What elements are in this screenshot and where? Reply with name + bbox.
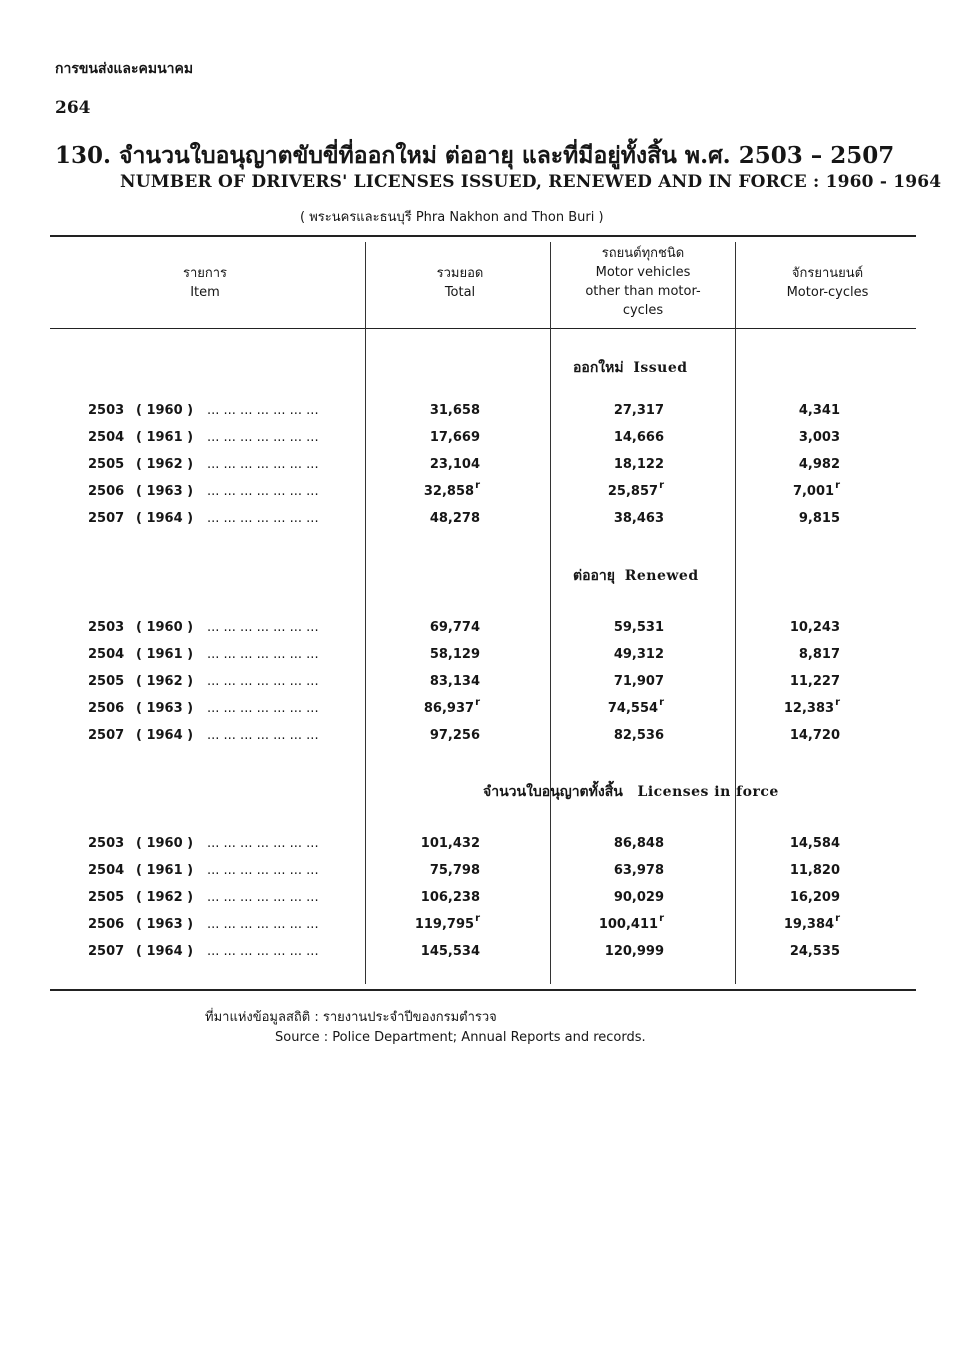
row-leader-dots: ... ... ... ... ... ... ... bbox=[207, 457, 319, 472]
section-label-renewed-english: Renewed bbox=[624, 568, 699, 584]
revised-value: 74,554 r bbox=[608, 701, 664, 716]
section-label-in-force bbox=[483, 781, 779, 803]
source-note-thai: ที่มาแห่งข้อมูลสถิติ : รายงานประจำปีของกรมตำรวจ bbox=[205, 1010, 497, 1025]
table-subtitle: ( พระนครและธนบุรี Phra Nakhon and Thon Buri ) bbox=[300, 210, 604, 225]
row-leader-dots: ... ... ... ... ... ... ... bbox=[207, 511, 319, 526]
source-note-english: Source : Police Department; Annual Reports and records. bbox=[275, 1030, 646, 1045]
row-leader-dots: ... ... ... ... ... ... ... bbox=[207, 863, 319, 878]
revised-value: 25,857 r bbox=[608, 484, 664, 499]
row-motorcycles-value: 10,243 bbox=[789, 620, 840, 635]
row-motorcycles-value: 8,817 bbox=[798, 647, 840, 662]
row-motor-vehicles-value: 18,122 bbox=[613, 457, 664, 472]
row-total-value: 69,774 bbox=[429, 620, 480, 635]
table-row bbox=[0, 403, 966, 423]
section-label-issued-english: Issued bbox=[633, 360, 688, 376]
row-total-value: 48,278 bbox=[429, 511, 480, 526]
row-motor-vehicles-value: 38,463 bbox=[613, 511, 664, 526]
row-motorcycles-value bbox=[784, 701, 840, 716]
row-total-value bbox=[424, 701, 480, 716]
row-motorcycles-value: 11,227 bbox=[789, 674, 840, 689]
table-row bbox=[0, 701, 966, 721]
row-motorcycles-value: 4,341 bbox=[798, 403, 840, 418]
row-leader-dots: ... ... ... ... ... ... ... bbox=[207, 836, 319, 851]
row-year-ce: ( 1964 ) bbox=[136, 944, 194, 959]
column-header-item bbox=[120, 264, 290, 302]
row-year-ce: ( 1960 ) bbox=[136, 620, 194, 635]
row-leader-dots: ... ... ... ... ... ... ... bbox=[207, 728, 319, 743]
row-motor-vehicles-value: 86,848 bbox=[613, 836, 664, 851]
revised-value: 32,858 r bbox=[424, 484, 480, 499]
section-header: การขนส่งและคมนาคม bbox=[55, 61, 194, 77]
section-label-renewed-thai: ต่ออายุ bbox=[573, 568, 615, 584]
row-leader-dots: ... ... ... ... ... ... ... bbox=[207, 917, 319, 932]
column-header-total bbox=[380, 264, 540, 302]
row-motor-vehicles-value: 63,978 bbox=[613, 863, 664, 878]
table-row bbox=[0, 511, 966, 531]
table-title-english: NUMBER OF DRIVERS' LICENSES ISSUED, RENEWED AND IN FORCE : 1960 - 1964 bbox=[120, 172, 942, 192]
table-row bbox=[0, 836, 966, 856]
table-row bbox=[0, 863, 966, 883]
row-year-thai: 2506 bbox=[88, 701, 125, 716]
row-year-ce: ( 1962 ) bbox=[136, 457, 194, 472]
row-leader-dots: ... ... ... ... ... ... ... bbox=[207, 674, 319, 689]
table-row bbox=[0, 728, 966, 748]
row-year-thai: 2504 bbox=[88, 647, 125, 662]
table-row bbox=[0, 890, 966, 910]
table-row bbox=[0, 430, 966, 450]
table-row bbox=[0, 674, 966, 694]
table-top-rule bbox=[50, 235, 916, 237]
revised-value: 12,383 r bbox=[784, 701, 840, 716]
row-year-thai: 2503 bbox=[88, 836, 125, 851]
column-header-item-english: Item bbox=[190, 285, 220, 300]
row-year-ce: ( 1963 ) bbox=[136, 484, 194, 499]
row-year-ce: ( 1960 ) bbox=[136, 403, 194, 418]
row-total-value: 83,134 bbox=[429, 674, 480, 689]
row-year-thai: 2504 bbox=[88, 863, 125, 878]
row-year-ce: ( 1961 ) bbox=[136, 647, 194, 662]
row-year-thai: 2505 bbox=[88, 890, 125, 905]
row-total-value: 97,256 bbox=[429, 728, 480, 743]
row-total-value bbox=[424, 484, 480, 499]
row-year-thai: 2504 bbox=[88, 430, 125, 445]
row-total-value: 75,798 bbox=[429, 863, 480, 878]
table-title-thai: 130. จำนวนใบอนุญาตขับขี่ที่ออกใหม่ ต่ออายุ และที่มีอยู่ทั้งสิ้น พ.ศ. 2503 – 2507 bbox=[55, 142, 895, 169]
section-label-renewed bbox=[573, 565, 699, 587]
row-year-ce: ( 1964 ) bbox=[136, 728, 194, 743]
row-total-value bbox=[415, 917, 480, 932]
table-row bbox=[0, 484, 966, 504]
row-motorcycles-value: 14,584 bbox=[789, 836, 840, 851]
row-motor-vehicles-value: 82,536 bbox=[613, 728, 664, 743]
revised-value: 100,411 r bbox=[599, 917, 664, 932]
table-row bbox=[0, 647, 966, 667]
row-leader-dots: ... ... ... ... ... ... ... bbox=[207, 484, 319, 499]
section-label-in-force-english: Licenses in force bbox=[637, 784, 779, 800]
column-header-motorcycles bbox=[745, 264, 910, 302]
revised-value: 86,937 r bbox=[424, 701, 480, 716]
row-motorcycles-value: 11,820 bbox=[789, 863, 840, 878]
row-motor-vehicles-value: 71,907 bbox=[613, 674, 664, 689]
row-total-value: 145,534 bbox=[420, 944, 480, 959]
row-year-thai: 2503 bbox=[88, 620, 125, 635]
row-year-thai: 2505 bbox=[88, 457, 125, 472]
revised-value: 19,384 r bbox=[784, 917, 840, 932]
row-leader-dots: ... ... ... ... ... ... ... bbox=[207, 647, 319, 662]
row-motor-vehicles-value bbox=[608, 701, 664, 716]
row-leader-dots: ... ... ... ... ... ... ... bbox=[207, 620, 319, 635]
column-header-total-english: Total bbox=[444, 285, 476, 300]
row-total-value: 58,129 bbox=[429, 647, 480, 662]
row-year-thai: 2503 bbox=[88, 403, 125, 418]
row-motorcycles-value: 4,982 bbox=[798, 457, 840, 472]
row-total-value: 106,238 bbox=[420, 890, 480, 905]
row-motor-vehicles-value bbox=[608, 484, 664, 499]
table-row bbox=[0, 917, 966, 937]
row-year-thai: 2507 bbox=[88, 944, 125, 959]
column-header-item-thai: รายการ bbox=[182, 266, 228, 281]
row-motor-vehicles-value: 49,312 bbox=[613, 647, 664, 662]
column-header-cycles-english: Motor-cycles bbox=[786, 285, 869, 300]
row-year-thai: 2505 bbox=[88, 674, 125, 689]
column-header-motor-vehicles bbox=[558, 244, 728, 320]
column-header-motor-thai: รถยนต์ทุกชนิด bbox=[601, 246, 685, 261]
column-header-cycles-thai: จักรยานยนต์ bbox=[791, 266, 864, 281]
row-year-thai: 2506 bbox=[88, 917, 125, 932]
row-motorcycles-value: 14,720 bbox=[789, 728, 840, 743]
column-header-motor-english-2: other than motor- bbox=[585, 284, 701, 299]
row-leader-dots: ... ... ... ... ... ... ... bbox=[207, 403, 319, 418]
row-total-value: 17,669 bbox=[429, 430, 480, 445]
row-leader-dots: ... ... ... ... ... ... ... bbox=[207, 944, 319, 959]
row-total-value: 23,104 bbox=[429, 457, 480, 472]
row-motorcycles-value: 9,815 bbox=[798, 511, 840, 526]
row-motor-vehicles-value: 27,317 bbox=[613, 403, 664, 418]
row-year-ce: ( 1963 ) bbox=[136, 701, 194, 716]
row-motor-vehicles-value: 120,999 bbox=[604, 944, 664, 959]
column-header-total-thai: รวมยอด bbox=[436, 266, 484, 281]
row-total-value: 31,658 bbox=[429, 403, 480, 418]
section-label-issued-thai: ออกใหม่ bbox=[573, 360, 624, 376]
page-number: 264 bbox=[55, 98, 91, 118]
table-row bbox=[0, 620, 966, 640]
header-bottom-rule bbox=[50, 328, 916, 329]
row-motor-vehicles-value: 59,531 bbox=[613, 620, 664, 635]
row-motor-vehicles-value: 14,666 bbox=[613, 430, 664, 445]
row-leader-dots: ... ... ... ... ... ... ... bbox=[207, 701, 319, 716]
row-year-ce: ( 1964 ) bbox=[136, 511, 194, 526]
revised-value: 119,795 r bbox=[415, 917, 480, 932]
row-year-ce: ( 1962 ) bbox=[136, 890, 194, 905]
row-year-ce: ( 1960 ) bbox=[136, 836, 194, 851]
row-total-value: 101,432 bbox=[420, 836, 480, 851]
column-header-motor-english-3: cycles bbox=[622, 303, 664, 318]
table-bottom-rule bbox=[50, 989, 916, 991]
row-motor-vehicles-value bbox=[599, 917, 664, 932]
revised-value: 7,001 r bbox=[793, 484, 840, 499]
row-motorcycles-value bbox=[784, 917, 840, 932]
row-year-ce: ( 1961 ) bbox=[136, 863, 194, 878]
row-motorcycles-value: 16,209 bbox=[789, 890, 840, 905]
column-header-motor-english-1: Motor vehicles bbox=[595, 265, 691, 280]
row-leader-dots: ... ... ... ... ... ... ... bbox=[207, 430, 319, 445]
row-leader-dots: ... ... ... ... ... ... ... bbox=[207, 890, 319, 905]
row-motor-vehicles-value: 90,029 bbox=[613, 890, 664, 905]
row-motorcycles-value: 24,535 bbox=[789, 944, 840, 959]
row-motorcycles-value bbox=[793, 484, 840, 499]
row-year-ce: ( 1961 ) bbox=[136, 430, 194, 445]
row-year-thai: 2506 bbox=[88, 484, 125, 499]
section-label-issued bbox=[573, 357, 688, 379]
table-row bbox=[0, 944, 966, 964]
row-motorcycles-value: 3,003 bbox=[798, 430, 840, 445]
row-year-thai: 2507 bbox=[88, 728, 125, 743]
row-year-ce: ( 1963 ) bbox=[136, 917, 194, 932]
row-year-ce: ( 1962 ) bbox=[136, 674, 194, 689]
row-year-thai: 2507 bbox=[88, 511, 125, 526]
section-label-in-force-thai: จำนวนใบอนุญาตทั้งสิ้น bbox=[483, 784, 623, 800]
table-row bbox=[0, 457, 966, 477]
